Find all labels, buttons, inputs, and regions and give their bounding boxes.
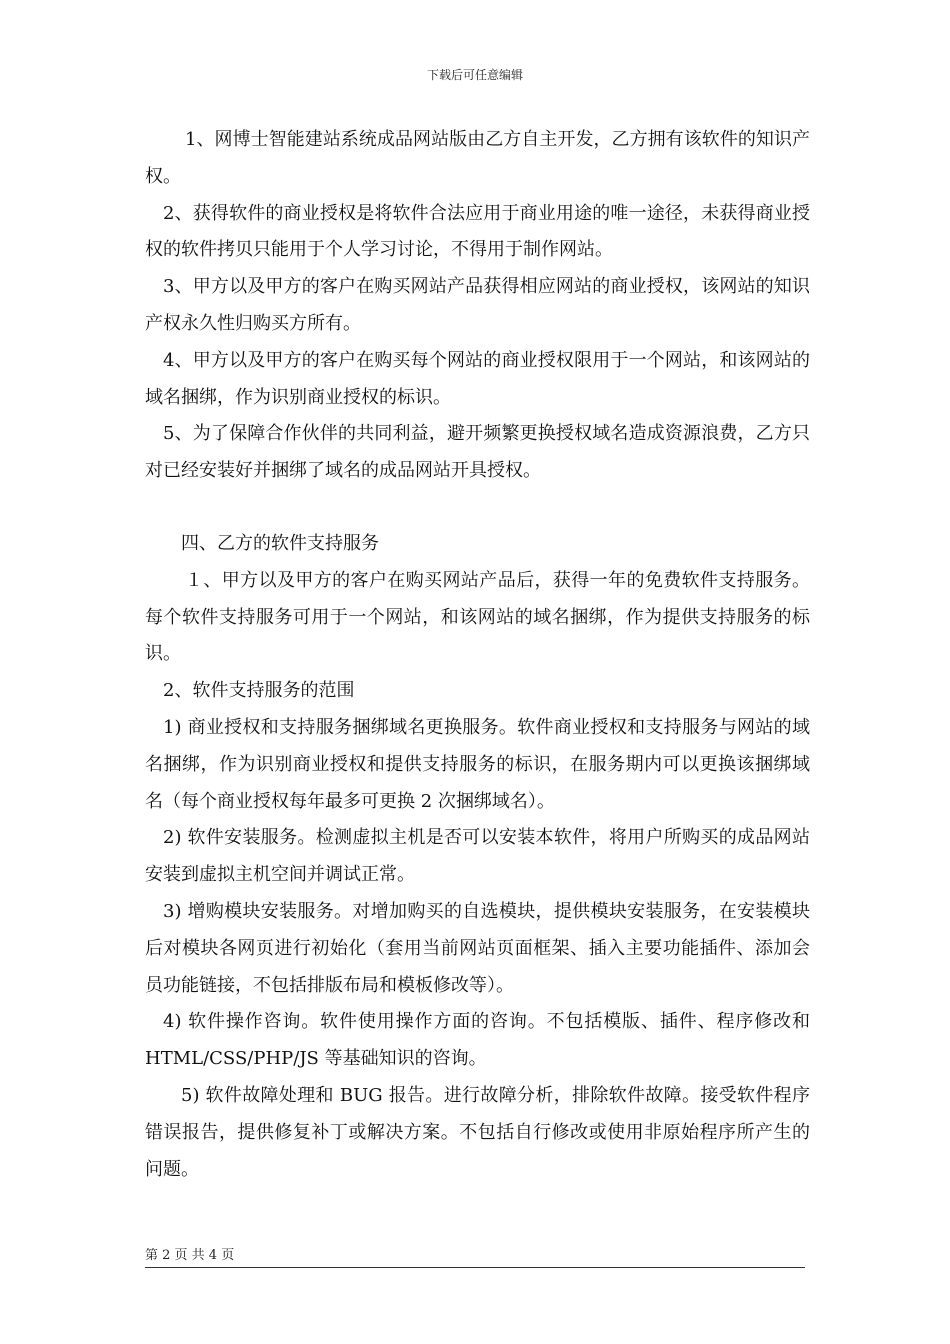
paragraph-5: 5、为了保障合作伙伴的共同利益，避开频繁更换授权域名造成资源浪费，乙方只对已经安装好并捆绑了域名的成品网站开具授权。 bbox=[145, 423, 810, 482]
service-item-4: 4) 软件操作咨询。软件使用操作方面的咨询。不包括模版、插件、程序修改和 HTML/CSS/PHP/JS 等基础知识的咨询。 bbox=[145, 1011, 810, 1070]
page-header: 下载后可任意编辑 bbox=[426, 68, 523, 82]
service-item-2: 2) 软件安装服务。检测虚拟主机是否可以安装本软件，将用户所购买的成品网站安装到虚拟主机空间并调试正常。 bbox=[145, 827, 810, 886]
paragraph-1: 1、网博士智能建站系统成品网站版由乙方自主开发，乙方拥有该软件的知识产权。 bbox=[145, 129, 810, 187]
paragraph-4: 4、甲方以及甲方的客户在购买每个网站的商业授权限用于一个网站，和该网站的域名捆绑，作为识别商业授权的标识。 bbox=[145, 349, 810, 408]
service-item-1: 1) 商业授权和支持服务捆绑域名更换服务。软件商业授权和支持服务与网站的域名捆绑，作为识别商业授权和提供支持服务的标识，在服务期内可以更换该捆绑域名（每个商业授权每年最多可更换 2 次捆绑域名）。 bbox=[145, 716, 810, 812]
document-body bbox=[145, 122, 810, 1188]
service-item-3: 3) 增购模块安装服务。对增加购买的自选模块，提供模块安装服务，在安装模块后对模块各网页进行初始化（套用当前网站页面框架、插入主要功能插件、添加会员功能链接，不包括排版布局和模板修改等）。 bbox=[145, 900, 810, 996]
section-spacer bbox=[145, 490, 810, 526]
service-item-5: 5) 软件故障处理和 BUG 报告。进行故障分析，排除软件故障。接受软件程序错误报告，提供修复补丁或解决方案。不包括自行修改或使用非原始程序所产生的问题。 bbox=[145, 1084, 810, 1180]
section-title: 四、乙方的软件支持服务 bbox=[181, 532, 379, 554]
page-footer: 第 2 页 共 4 页 bbox=[145, 1248, 805, 1268]
section-item-1: １、甲方以及甲方的客户在购买网站产品后，获得一年的免费软件支持服务。每个软件支持服务可用于一个网站，和该网站的域名捆绑，作为提供支持服务的标识。 bbox=[145, 569, 810, 665]
paragraph-3: 3、甲方以及甲方的客户在购买网站产品获得相应网站的商业授权，该网站的知识产权永久性归购买方所有。 bbox=[145, 276, 810, 334]
paragraph-2: 2、获得软件的商业授权是将软件合法应用于商业用途的唯一途径，未获得商业授权的软件拷贝只能用于个人学习讨论，不得用于制作网站。 bbox=[145, 202, 810, 261]
section-item-2: 2、软件支持服务的范围 bbox=[163, 680, 355, 702]
